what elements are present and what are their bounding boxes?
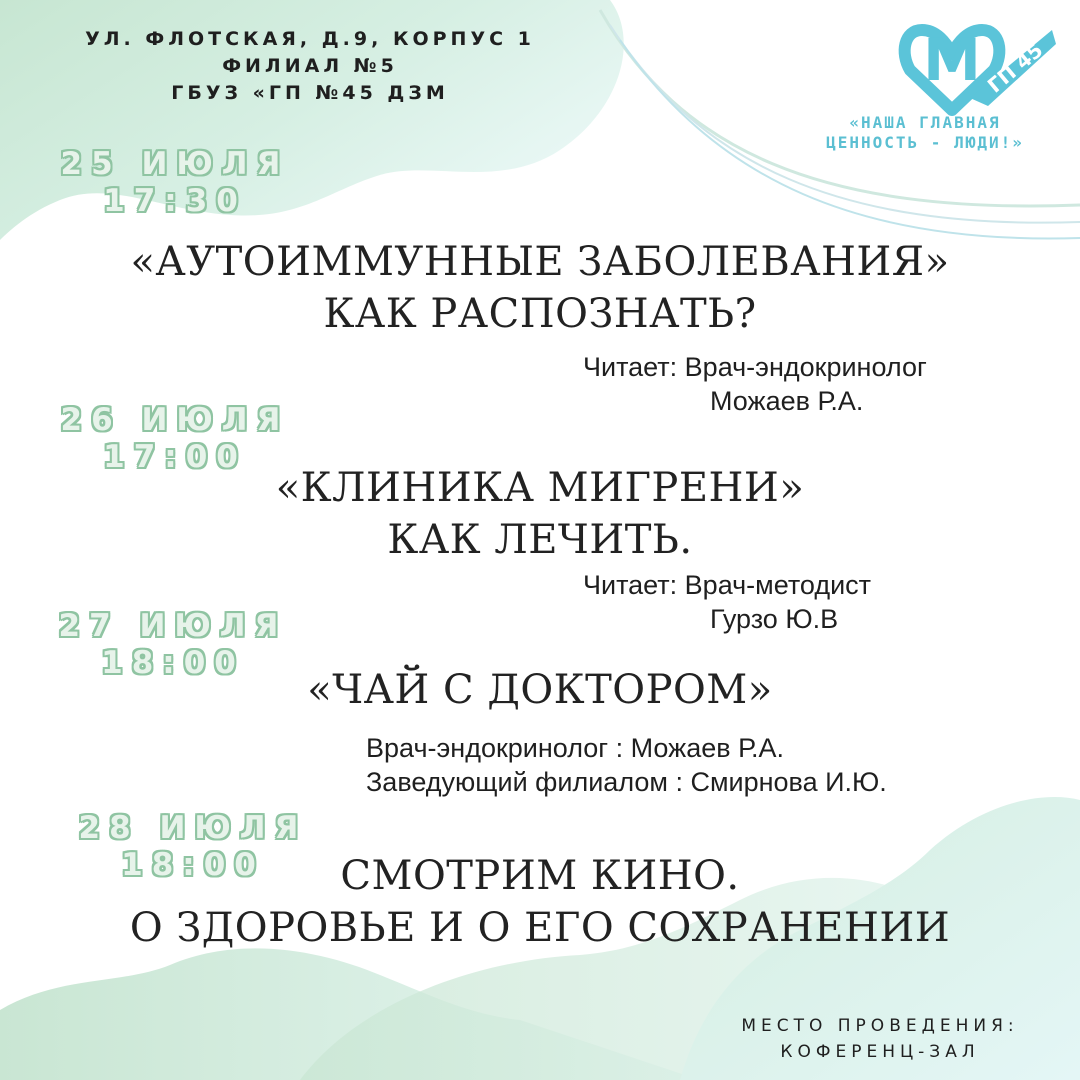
event-4-title — [0, 850, 1080, 954]
event-2-title — [0, 462, 1080, 566]
address-organization: ГБУЗ «ГП №45 ДЗМ — [171, 82, 449, 104]
address-branch: ФИЛИАЛ №5 — [222, 55, 398, 77]
event-date: 27 ИЮЛЯ — [58, 608, 288, 644]
event-1-speaker — [583, 350, 927, 418]
event-3-title — [0, 664, 1080, 716]
speaker-role: Врач-методист — [684, 570, 872, 600]
speaker-name: Гурзо Ю.В — [710, 604, 839, 634]
venue-block — [700, 1013, 1060, 1065]
event-title-line-1: СМОТРИМ КИНО. — [340, 853, 740, 899]
event-1-datetime — [50, 146, 300, 220]
speaker-prefix: Читает: — [583, 352, 678, 382]
event-2-speaker — [583, 568, 871, 636]
logo-letter: М — [923, 26, 981, 94]
event-time: 18:00 — [121, 847, 265, 883]
venue-name: КОФЕРЕНЦ-ЗАЛ — [780, 1042, 980, 1062]
slogan — [780, 113, 1070, 153]
event-time: 17:00 — [103, 439, 247, 475]
event-1-title — [0, 236, 1080, 340]
event-title-line-2: КАК РАСПОЗНАТЬ? — [323, 291, 757, 337]
speaker-name: Можаев Р.А. — [710, 386, 864, 416]
event-3-speakers — [366, 731, 887, 799]
event-title-line-1: «КЛИНИКА МИГРЕНИ» — [275, 465, 805, 511]
slogan-line-1: «НАША ГЛАВНАЯ — [849, 113, 1001, 132]
event-title-line-2: О ЗДОРОВЬЕ И О ЕГО СОХРАНЕНИИ — [129, 905, 951, 951]
event-date: 26 ИЮЛЯ — [60, 402, 290, 438]
venue-label: МЕСТО ПРОВЕДЕНИЯ: — [741, 1016, 1019, 1036]
address-block — [40, 26, 580, 107]
address-street: УЛ. ФЛОТСКАЯ, Д.9, КОРПУС 1 — [85, 28, 535, 50]
speaker-role: Врач-эндокринолог — [684, 352, 927, 382]
event-date: 25 ИЮЛЯ — [60, 146, 290, 182]
logo-badge-text: ГП 45 — [982, 37, 1048, 98]
speaker-prefix: Читает: — [583, 570, 678, 600]
speaker-line-2: Заведующий филиалом : Смирнова И.Ю. — [366, 767, 887, 797]
event-title-line-2: КАК ЛЕЧИТЬ. — [387, 517, 693, 563]
clinic-logo — [892, 8, 1058, 120]
event-date: 28 ИЮЛЯ — [78, 810, 308, 846]
event-time: 18:00 — [101, 645, 245, 681]
speaker-line-1: Врач-эндокринолог : Можаев Р.А. — [366, 733, 784, 763]
slogan-line-2: ЦЕННОСТЬ - ЛЮДИ!» — [826, 133, 1024, 152]
event-title-line-1: «ЧАЙ С ДОКТОРОМ» — [307, 667, 773, 713]
event-title-line-1: «АУТОИММУННЫЕ ЗАБОЛЕВАНИЯ» — [130, 239, 950, 285]
event-time: 17:30 — [103, 183, 247, 219]
